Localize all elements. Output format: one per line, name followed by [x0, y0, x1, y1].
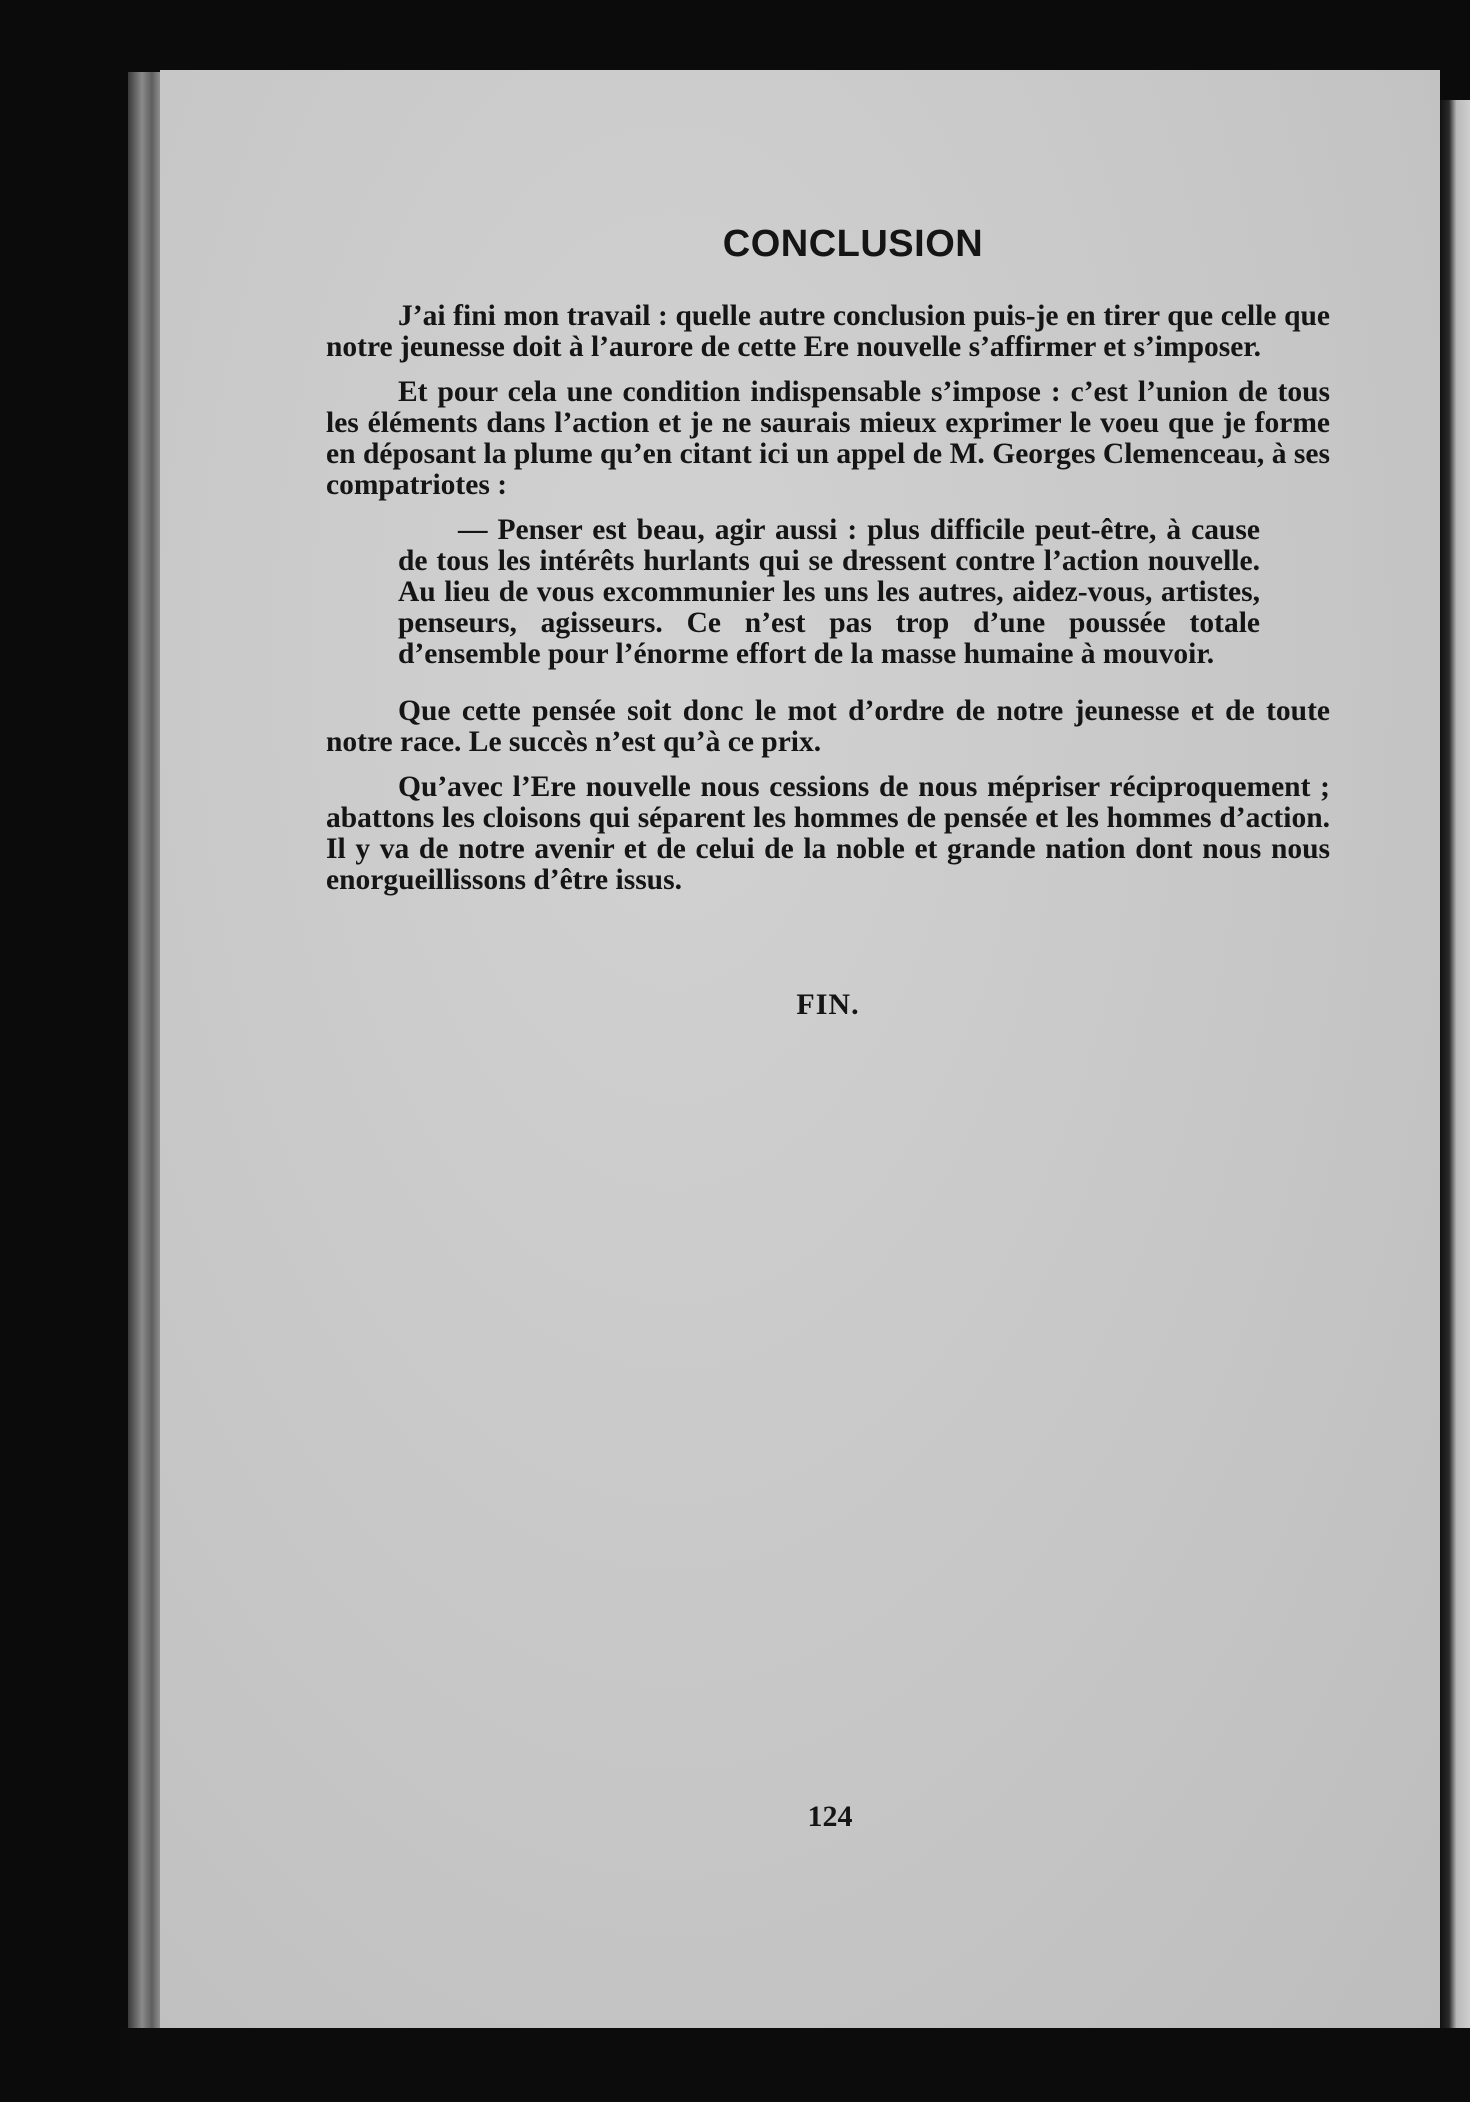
scan-bottom-margin — [120, 2028, 1470, 2102]
paragraph: Et pour cela une condition indispensable s’impose : c’est l’union de tous les éléments dans l’action et je ne saurais mieux exprimer le voeu que je forme en déposant la plume qu’en citant ici un appel de M. Georges Clemenceau, à ses compatriotes : — [326, 376, 1330, 501]
paragraph: Que cette pensée soit donc le mot d’ordre de notre jeunesse et de toute notre race. Le succès n’est qu’à ce prix. — [326, 695, 1330, 758]
page-number: 124 — [807, 1800, 853, 1833]
book-binding — [1440, 100, 1470, 2030]
chapter-title: CONCLUSION — [722, 223, 984, 265]
block-quote: — Penser est beau, agir aussi : plus difficile peut-être, à cause de tous les intérêts hurlants qui se dressent contre l’action nouvelle. Au lieu de vous excommunier les uns les autres, aidez-vous, artistes, penseurs, agisseurs. Ce n’est pas trop d’une poussée totale d’ensemble pour l’énorme effort de la masse humaine à mouvoir. — [398, 514, 1260, 670]
page-content — [326, 225, 1330, 1022]
paragraph: J’ai fini mon travail : quelle autre conclusion puis-je en tirer que celle que notre jeunesse doit à l’aurore de cette Ere nouvelle s’affirmer et s’imposer. — [326, 300, 1330, 363]
paragraph: Qu’avec l’Ere nouvelle nous cessions de nous mépriser réciproquement ; abattons les cloisons qui séparent les hommes de pensée et les hommes d’action. Il y va de notre avenir et de celui de la noble et grande nation dont nous nous enorgueillissons d’être issus. — [326, 771, 1330, 896]
end-mark: FIN. — [796, 988, 860, 1021]
